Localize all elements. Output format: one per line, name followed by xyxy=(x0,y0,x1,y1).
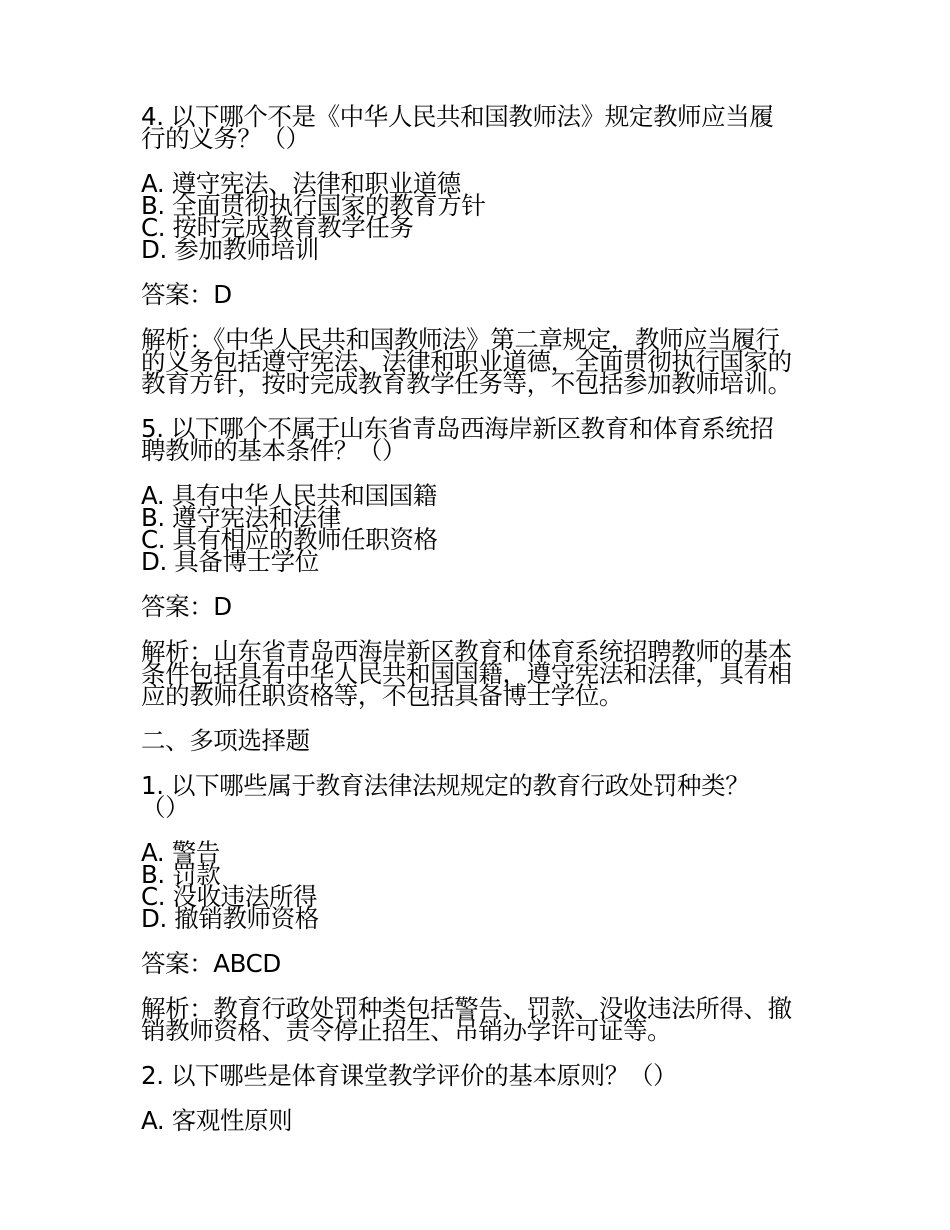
explanation-line: 教育方针，按时完成教育教学任务等，不包括参加教师培训。 xyxy=(141,369,792,398)
option-b: B. 遵守宪法和法律 xyxy=(141,503,341,532)
explanation-line: 解析：山东省青岛西海岸新区教育和体育系统招聘教师的基本 xyxy=(141,637,792,666)
multi-question-2-options xyxy=(141,1106,813,1135)
question-5 xyxy=(141,414,813,465)
multi-question-1-answer: 答案：ABCD xyxy=(141,949,281,978)
question-5-line-2: 聘教师的基本条件？（） xyxy=(141,436,407,465)
option-d: D. 具备博士学位 xyxy=(141,547,319,576)
question-4-line-1: 4. 以下哪个不是《中华人民共和国教师法》规定教师应当履 xyxy=(141,102,774,131)
explanation-line: 的义务包括遵守宪法、法律和职业道德，全面贯彻执行国家的 xyxy=(141,347,792,376)
option-b: B. 罚款 xyxy=(141,860,221,889)
option-c: C. 没收违法所得 xyxy=(141,882,318,911)
explanation-line: 应的教师任职资格等，不包括具备博士学位。 xyxy=(141,681,623,710)
option-d: D. 撤销教师资格 xyxy=(141,904,319,933)
question-4 xyxy=(141,102,813,153)
multi-question-2 xyxy=(141,1061,813,1090)
multi-question-1-explanation xyxy=(141,994,813,1045)
option-a: A. 警告 xyxy=(141,838,220,867)
option-a: A. 客观性原则 xyxy=(141,1106,293,1135)
explanation-line: 销教师资格、责令停止招生、吊销办学许可证等。 xyxy=(141,1016,672,1045)
question-5-answer: 答案：D xyxy=(141,592,232,621)
option-c: C. 按时完成教育教学任务 xyxy=(141,213,414,242)
section-title: 二、多项选择题 xyxy=(141,726,310,755)
option-a: A. 具有中华人民共和国国籍 xyxy=(141,481,437,510)
question-4-answer: 答案：D xyxy=(141,280,232,309)
explanation-line: 条件包括具有中华人民共和国国籍，遵守宪法和法律，具有相 xyxy=(141,659,792,688)
document-page xyxy=(141,102,813,1155)
option-b: B. 全面贯彻执行国家的教育方针 xyxy=(141,191,486,220)
multi-question-1-line-1: 1. 以下哪些属于教育法律法规规定的教育行政处罚种类？ xyxy=(141,771,750,800)
multi-question-2-line-1: 2. 以下哪些是体育课堂教学评价的基本原则？（） xyxy=(141,1061,678,1090)
multi-question-1 xyxy=(141,771,813,822)
option-a: A. 遵守宪法、法律和职业道德 xyxy=(141,169,461,198)
question-5-line-1: 5. 以下哪个不属于山东省青岛西海岸新区教育和体育系统招 xyxy=(141,414,774,443)
question-4-explanation xyxy=(141,325,813,398)
explanation-line: 解析：教育行政处罚种类包括警告、罚款、没收违法所得、撤 xyxy=(141,994,792,1023)
question-4-line-2: 行的义务？（） xyxy=(141,124,310,153)
multi-question-1-line-2: （） xyxy=(141,793,190,822)
multi-question-1-options xyxy=(141,838,813,933)
question-5-explanation xyxy=(141,637,813,710)
option-d: D. 参加教师培训 xyxy=(141,235,319,264)
explanation-line: 解析：《中华人民共和国教师法》第二章规定，教师应当履行 xyxy=(141,325,780,354)
question-4-options xyxy=(141,169,813,264)
option-c: C. 具有相应的教师任职资格 xyxy=(141,525,438,554)
question-5-options xyxy=(141,481,813,576)
